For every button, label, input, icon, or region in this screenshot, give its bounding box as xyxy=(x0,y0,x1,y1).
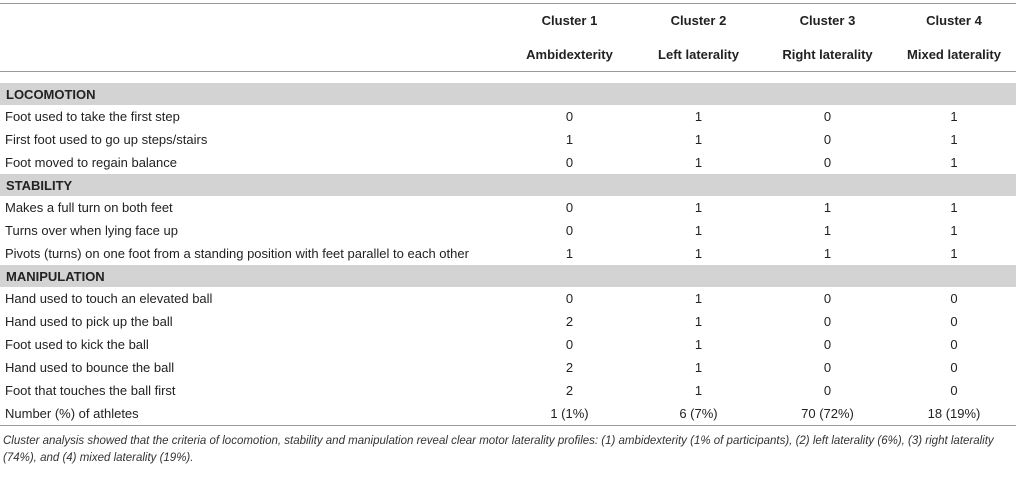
cell-value: 2 xyxy=(565,314,574,329)
cell-value: 0 xyxy=(823,155,832,170)
cluster-header-row xyxy=(0,4,1016,37)
cell-value: 1 xyxy=(694,383,703,398)
table-row xyxy=(0,151,1016,174)
row-label: Pivots (turns) on one foot from a standing position with feet parallel to each other xyxy=(5,246,469,261)
row-label: Foot used to take the first step xyxy=(5,109,180,124)
cell-value: 1 xyxy=(950,246,958,261)
cell-value: 0 xyxy=(565,109,574,124)
cell-value: 1 xyxy=(694,246,703,261)
cluster-header: Cluster 2 xyxy=(670,13,727,28)
cell-value: 1 xyxy=(694,337,703,352)
cluster-header: Cluster 1 xyxy=(541,13,598,28)
cell-value: 0 xyxy=(823,360,832,375)
cell-value: 1 xyxy=(950,223,958,238)
table-row xyxy=(0,105,1016,128)
cell-value: 1 (1%) xyxy=(550,406,589,421)
cell-value: 1 xyxy=(565,246,574,261)
table-row xyxy=(0,196,1016,219)
cell-value: 1 xyxy=(823,200,832,215)
cell-value: 1 xyxy=(694,314,703,329)
cell-value: 0 xyxy=(823,314,832,329)
table-row xyxy=(0,219,1016,242)
row-label: Hand used to touch an elevated ball xyxy=(5,291,213,306)
row-label: Foot that touches the ball first xyxy=(5,383,176,398)
cell-value: 70 (72%) xyxy=(801,406,854,421)
header-blank xyxy=(0,37,505,72)
cell-value: 2 xyxy=(565,360,574,375)
cell-value: 0 xyxy=(565,155,574,170)
cell-value: 0 xyxy=(950,360,958,375)
total-row xyxy=(0,402,1016,426)
table-row xyxy=(0,333,1016,356)
laterality-table xyxy=(0,4,1016,426)
cell-value: 0 xyxy=(823,337,832,352)
cell-value: 18 (19%) xyxy=(927,406,981,421)
profile-header: Ambidexterity xyxy=(526,46,613,62)
profile-header-row xyxy=(0,37,1016,72)
cell-value: 1 xyxy=(694,200,703,215)
table-row xyxy=(0,128,1016,151)
row-label: Foot used to kick the ball xyxy=(5,337,149,352)
row-label: Hand used to bounce the ball xyxy=(5,360,175,375)
cell-value: 0 xyxy=(950,314,958,329)
cell-value: 1 xyxy=(694,223,703,238)
cell-value: 1 xyxy=(694,155,703,170)
cell-value: 6 (7%) xyxy=(679,406,718,421)
section-header-manipulation: MANIPULATION xyxy=(0,265,1016,287)
profile-header: Right laterality xyxy=(782,46,873,62)
cell-value: 0 xyxy=(823,132,832,147)
cell-value: 0 xyxy=(950,337,958,352)
cell-value: 0 xyxy=(823,383,832,398)
cell-value: 1 xyxy=(694,291,703,306)
cell-value: 0 xyxy=(823,109,832,124)
cell-value: 1 xyxy=(823,246,832,261)
spacer-row xyxy=(0,72,1016,84)
section-header-locomotion: LOCOMOTION xyxy=(0,83,1016,105)
table-row xyxy=(0,356,1016,379)
header-blank xyxy=(0,4,505,37)
row-label: First foot used to go up steps/stairs xyxy=(5,132,208,147)
cluster-header: Cluster 3 xyxy=(799,13,856,28)
cell-value: 0 xyxy=(565,337,574,352)
cell-value: 1 xyxy=(823,223,832,238)
row-label: Hand used to pick up the ball xyxy=(5,314,173,329)
table-row xyxy=(0,379,1016,402)
row-label: Makes a full turn on both feet xyxy=(5,200,173,215)
cell-value: 1 xyxy=(565,132,574,147)
cell-value: 0 xyxy=(565,223,574,238)
section-header-stability: STABILITY xyxy=(0,174,1016,196)
cell-value: 1 xyxy=(950,109,958,124)
cell-value: 1 xyxy=(950,155,958,170)
cell-value: 1 xyxy=(950,132,958,147)
row-label: Turns over when lying face up xyxy=(5,223,178,238)
table-figure xyxy=(0,3,1016,467)
row-label: Foot moved to regain balance xyxy=(5,155,177,170)
cell-value: 0 xyxy=(823,291,832,306)
table-row xyxy=(0,242,1016,265)
table-row xyxy=(0,310,1016,333)
table-row xyxy=(0,287,1016,310)
cluster-header: Cluster 4 xyxy=(926,13,982,28)
profile-header: Mixed laterality xyxy=(907,46,1001,62)
table-caption: Cluster analysis showed that the criteria of locomotion, stability and manipulation reveal clear motor laterality profiles: (1) ambidexterity (1% of participants), (2) left laterality (6%), (3) right laterality (74%), and (4) mixed laterality (19%). xyxy=(3,435,994,464)
cell-value: 0 xyxy=(565,291,574,306)
cell-value: 2 xyxy=(565,383,574,398)
cell-value: 0 xyxy=(565,200,574,215)
cell-value: 1 xyxy=(694,109,703,124)
cell-value: 1 xyxy=(694,132,703,147)
cell-value: 1 xyxy=(950,200,958,215)
cell-value: 0 xyxy=(950,383,958,398)
cell-value: 1 xyxy=(694,360,703,375)
profile-header: Left laterality xyxy=(658,46,739,62)
cell-value: 0 xyxy=(950,291,958,306)
row-label: Number (%) of athletes xyxy=(5,406,139,421)
